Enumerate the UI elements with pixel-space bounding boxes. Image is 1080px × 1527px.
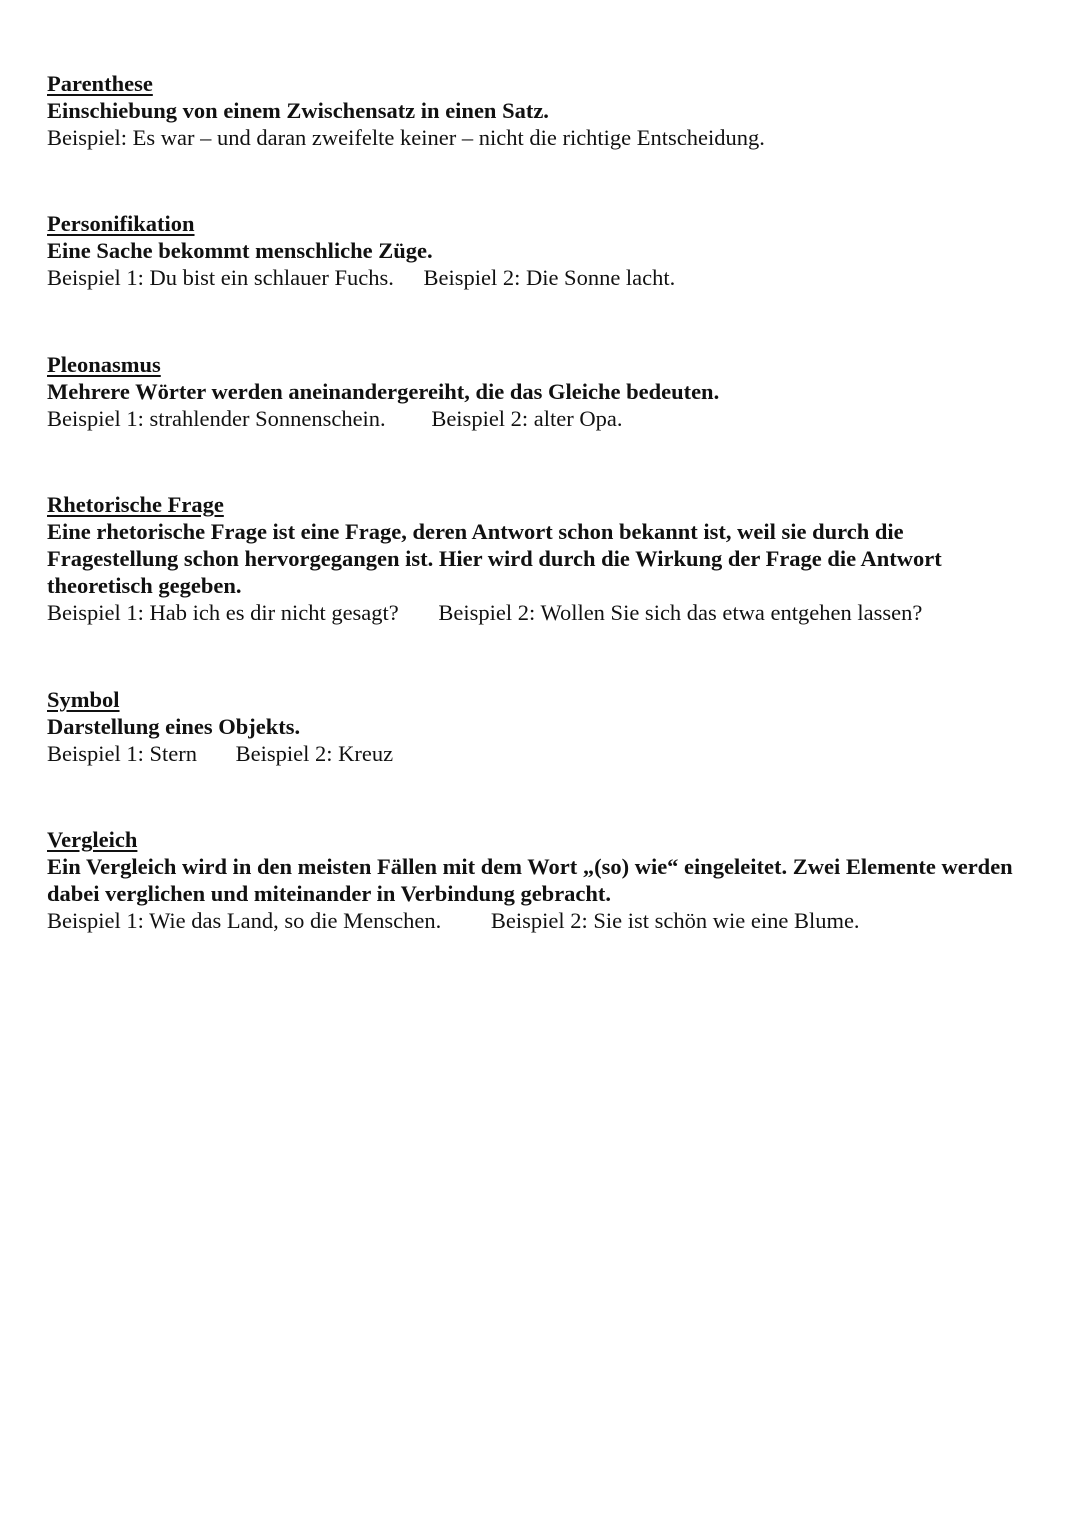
term-example-line bbox=[47, 124, 1037, 151]
example-1: Beispiel: Es war – und daran zweifelte keiner – nicht die richtige Entscheidung. bbox=[47, 125, 765, 150]
term-definition: Mehrere Wörter werden aneinandergereiht, die das Gleiche bedeuten. bbox=[47, 379, 720, 404]
entry-personifikation bbox=[47, 210, 1037, 291]
example-1: Beispiel 1: Stern bbox=[47, 741, 197, 766]
term-definition: Einschiebung von einem Zwischensatz in einen Satz. bbox=[47, 98, 549, 123]
example-2: Beispiel 2: alter Opa. bbox=[431, 406, 623, 431]
term-example-line bbox=[47, 740, 1037, 767]
term-example-line bbox=[47, 264, 1037, 291]
entry-vergleich bbox=[47, 826, 1037, 934]
example-2: Beispiel 2: Wollen Sie sich das etwa entgehen lassen? bbox=[438, 600, 923, 625]
term-heading: Symbol bbox=[47, 687, 120, 712]
example-1: Beispiel 1: Du bist ein schlauer Fuchs. bbox=[47, 265, 394, 290]
entry-pleonasmus bbox=[47, 351, 1037, 432]
entry-parenthese bbox=[47, 70, 1037, 151]
term-definition: Ein Vergleich wird in den meisten Fällen mit dem Wort „(so) wie“ eingeleitet. Zwei Elemente werden dabei verglichen und miteinander in Verbindung gebracht. bbox=[47, 854, 1013, 906]
example-2: Beispiel 2: Kreuz bbox=[235, 741, 394, 766]
term-definition: Eine rhetorische Frage ist eine Frage, deren Antwort schon bekannt ist, weil sie durch die Fragestellung schon hervorgegangen ist. Hier wird durch die Wirkung der Frage die Antwort theoretisch gegeben. bbox=[47, 519, 942, 598]
term-heading: Parenthese bbox=[47, 71, 153, 96]
term-example-line bbox=[47, 907, 1037, 934]
example-1: Beispiel 1: strahlender Sonnenschein. bbox=[47, 406, 386, 431]
term-definition: Eine Sache bekommt menschliche Züge. bbox=[47, 238, 433, 263]
term-heading: Rhetorische Frage bbox=[47, 492, 224, 517]
term-definition: Darstellung eines Objekts. bbox=[47, 714, 301, 739]
term-heading: Vergleich bbox=[47, 827, 138, 852]
example-1: Beispiel 1: Wie das Land, so die Menschen. bbox=[47, 908, 442, 933]
example-2: Beispiel 2: Die Sonne lacht. bbox=[423, 265, 676, 290]
example-2: Beispiel 2: Sie ist schön wie eine Blume. bbox=[490, 908, 860, 933]
term-heading: Personifikation bbox=[47, 211, 195, 236]
term-example-line bbox=[47, 405, 1037, 432]
entry-symbol bbox=[47, 686, 1037, 767]
entry-rhetorische-frage bbox=[47, 491, 1037, 626]
example-1: Beispiel 1: Hab ich es dir nicht gesagt? bbox=[47, 600, 399, 625]
term-heading: Pleonasmus bbox=[47, 352, 161, 377]
term-example-line bbox=[47, 599, 1037, 626]
